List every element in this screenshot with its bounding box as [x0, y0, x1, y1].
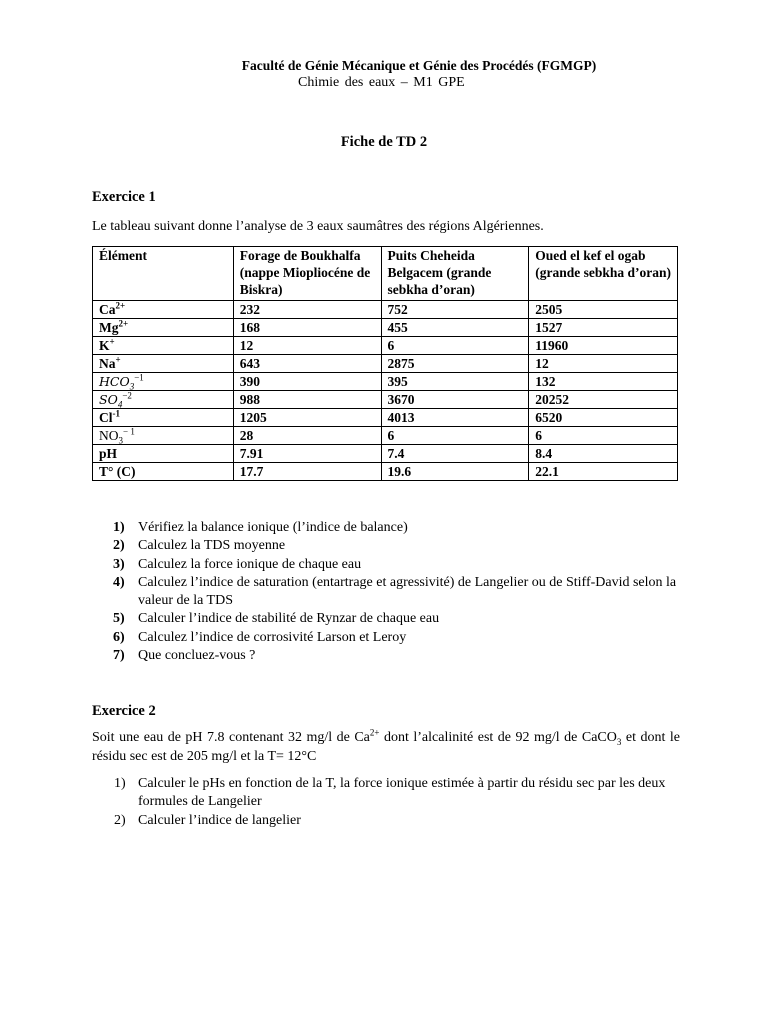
value-cell: 4013 — [381, 409, 529, 427]
value-cell: 132 — [529, 373, 678, 391]
element-subscript: 3 — [129, 381, 135, 392]
element-cell — [93, 427, 234, 445]
element-charge: + — [109, 336, 115, 347]
value-cell: 11960 — [529, 337, 678, 355]
list-item — [92, 537, 692, 555]
element-symbol: SO — [99, 392, 118, 407]
value-cell: 2875 — [381, 355, 529, 373]
institution-text: Faculté de Génie Mécanique et Génie des Procédés (FGMGP) — [241, 58, 597, 73]
value-cell: 6520 — [529, 409, 678, 427]
value-cell: 6 — [529, 427, 678, 445]
element-cell — [93, 319, 234, 337]
question-number: 6) — [113, 629, 125, 645]
element-charge: −1 — [134, 372, 144, 383]
element-symbol: Ca — [99, 302, 116, 317]
question-text: Calculez l’indice de corrosivité Larson et Leroy — [138, 629, 407, 645]
value-cell: 1527 — [529, 319, 678, 337]
value-cell: 22.1 — [529, 463, 678, 481]
exercise2-statement — [92, 729, 680, 766]
element-symbol: Cl — [99, 410, 113, 425]
element-charge: −2 — [122, 390, 132, 401]
value-cell: 752 — [381, 301, 529, 319]
question-text: Calculez la force ionique de chaque eau — [138, 556, 362, 572]
question-text: Calculer l’indice de langelier — [138, 812, 301, 828]
header-element: Élément — [93, 247, 234, 301]
element-charge: + — [115, 354, 121, 365]
element-symbol: Na — [99, 356, 116, 371]
element-cell — [93, 463, 234, 481]
question-number: 5) — [113, 611, 125, 627]
element-subscript: 3 — [118, 435, 123, 446]
list-item — [92, 610, 692, 628]
value-cell: 988 — [233, 391, 381, 409]
element-cell — [93, 373, 234, 391]
question-text: Calculez l’indice de saturation (entartrage et agressivité) de Langelier ou de Stiff-David selon la valeur de la TDS — [138, 574, 677, 609]
exercise2-title: Exercice 2 — [92, 703, 156, 719]
exercise1-title: Exercice 1 — [92, 189, 156, 205]
value-cell: 6 — [381, 337, 529, 355]
table-row — [93, 409, 678, 427]
value-cell: 7.91 — [233, 445, 381, 463]
question-number: 4) — [113, 574, 125, 590]
list-item — [92, 574, 692, 611]
element-charge: -1 — [112, 408, 120, 419]
exercise2-questions — [92, 775, 682, 830]
institution-header — [0, 58, 768, 74]
table-row — [93, 463, 678, 481]
value-cell: 17.7 — [233, 463, 381, 481]
table-row — [93, 427, 678, 445]
question-text: Calculer l’indice de stabilité de Rynzar de chaque eau — [138, 611, 440, 627]
element-symbol: T° (C) — [99, 464, 136, 479]
value-cell: 12 — [529, 355, 678, 373]
value-cell: 390 — [233, 373, 381, 391]
exercise1-intro: Le tableau suivant donne l’analyse de 3 eaux saumâtres des régions Algériennes. — [92, 219, 544, 234]
element-symbol: HCO — [99, 374, 130, 389]
question-text: Calculez la TDS moyenne — [138, 538, 286, 554]
statement-sup: 2+ — [369, 727, 380, 738]
element-charge: − 1 — [123, 426, 135, 437]
table-row — [93, 301, 678, 319]
value-cell: 6 — [381, 427, 529, 445]
element-cell — [93, 409, 234, 427]
question-number: 7) — [113, 648, 125, 664]
value-cell: 1205 — [233, 409, 381, 427]
question-number: 2) — [113, 538, 125, 554]
value-cell: 7.4 — [381, 445, 529, 463]
list-item — [92, 647, 692, 665]
value-cell: 168 — [233, 319, 381, 337]
table-header-row — [93, 247, 678, 301]
element-cell — [93, 445, 234, 463]
table-row — [93, 445, 678, 463]
course-header: Chimie des eaux – M1 GPE — [298, 75, 465, 90]
value-cell: 395 — [381, 373, 529, 391]
list-item — [92, 629, 692, 647]
element-cell — [93, 355, 234, 373]
list-item — [92, 775, 682, 812]
value-cell: 20252 — [529, 391, 678, 409]
value-cell: 643 — [233, 355, 381, 373]
exercise1-questions — [92, 519, 692, 665]
value-cell: 28 — [233, 427, 381, 445]
element-symbol: NO — [99, 428, 119, 443]
statement-part2: dont l’alcalinité est de 92 mg/l de CaCO — [379, 730, 617, 745]
header-boukhalfa: Forage de Boukhalfa (nappe Miopliocéne de Biskra) — [233, 247, 381, 301]
statement-part3: et dont le résidu sec est de 205 mg/l et la T= 12°C — [92, 730, 680, 764]
header-cheheida: Puits Cheheida Belgacem (grande sebkha d’oran) — [381, 247, 529, 301]
element-cell — [93, 337, 234, 355]
list-item — [92, 812, 682, 830]
table-row — [93, 355, 678, 373]
question-text: Vérifiez la balance ionique (l’indice de balance) — [138, 520, 408, 535]
element-charge: 2+ — [118, 318, 129, 329]
element-symbol: Mg — [99, 320, 119, 335]
question-number: 2) — [114, 812, 126, 828]
table-row — [93, 391, 678, 409]
question-text: Calculer le pHs en fonction de la T, la force ionique estimée à partir du résidu sec par les deux formules de Langelier — [138, 776, 666, 810]
question-number: 1) — [114, 776, 126, 791]
value-cell: 2505 — [529, 301, 678, 319]
value-cell: 455 — [381, 319, 529, 337]
value-cell: 232 — [233, 301, 381, 319]
list-item — [92, 519, 692, 537]
value-cell: 3670 — [381, 391, 529, 409]
statement-part1: Soit une eau de pH 7.8 contenant 32 mg/l de Ca — [92, 730, 370, 745]
question-number: 3) — [113, 556, 125, 572]
statement-sub: 3 — [616, 736, 622, 747]
question-number: 1) — [113, 520, 125, 535]
element-subscript: 4 — [117, 399, 123, 410]
question-text: Que concluez-vous ? — [138, 648, 256, 664]
value-cell: 8.4 — [529, 445, 678, 463]
element-symbol: K — [99, 338, 110, 353]
element-cell — [93, 301, 234, 319]
element-charge: 2+ — [115, 300, 126, 311]
document-title: Fiche de TD 2 — [340, 134, 428, 150]
header-oued: Oued el kef el ogab (grande sebkha d’oran) — [529, 247, 678, 301]
value-cell: 19.6 — [381, 463, 529, 481]
element-cell — [93, 391, 234, 409]
table-row — [93, 337, 678, 355]
table-row — [93, 373, 678, 391]
element-symbol: pH — [99, 446, 118, 461]
analysis-table — [92, 246, 678, 481]
value-cell: 12 — [233, 337, 381, 355]
table-row — [93, 319, 678, 337]
list-item — [92, 556, 692, 574]
